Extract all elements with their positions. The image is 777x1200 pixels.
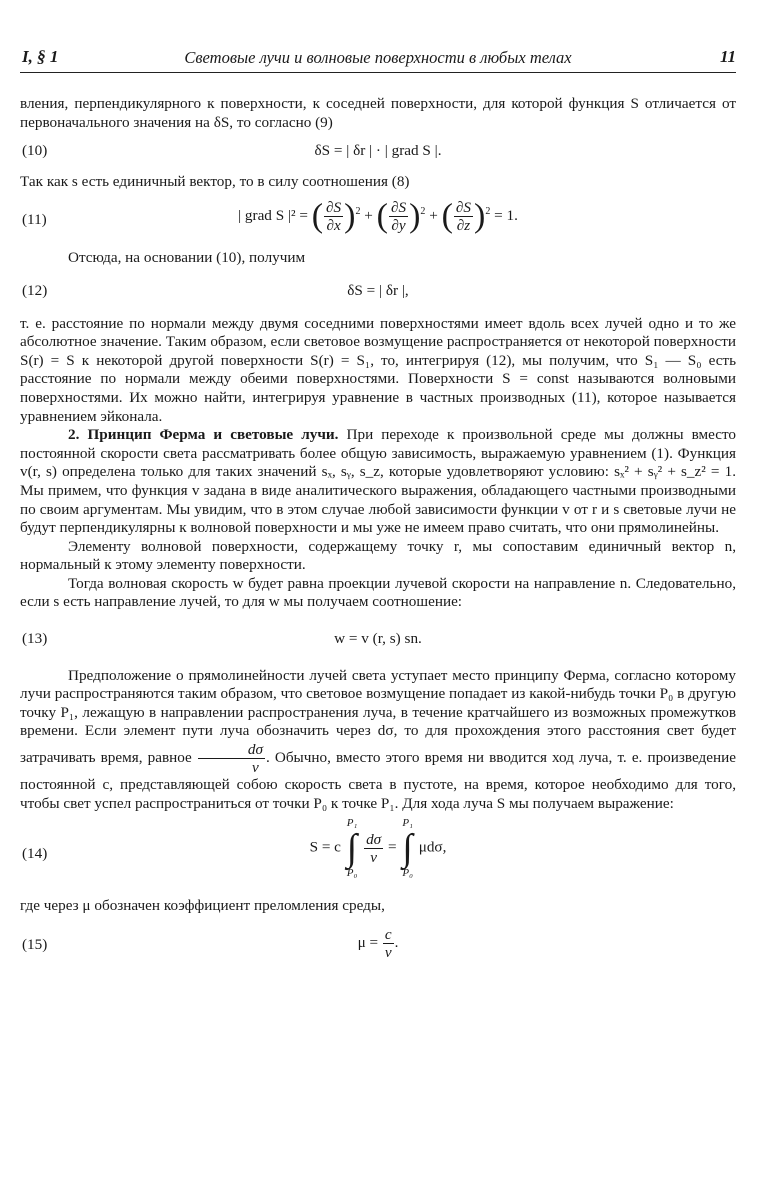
equation-lhs: μ = <box>357 933 379 951</box>
fraction: $\frac{\partial S}{\partial y}$ <box>390 199 407 235</box>
equation-number: (10) <box>22 142 48 160</box>
running-title: Световые лучи и волновые поверхности в любых телах <box>184 48 572 67</box>
equation-lhs: | grad S |² = <box>238 207 308 225</box>
paragraph-3: Отсюда, на основании (10), получим <box>68 249 306 267</box>
equation-body: δS = | δr |, <box>347 281 409 299</box>
paragraph-2: Так как s есть единичный вектор, то в силу соотношения (8) <box>20 172 410 190</box>
paragraph-5: 2. Принцип Ферма и световые лучи. При переходе к произвольной среде мы должны вместо постоянной скорости света рассматривать более общую зависимость, выражаемую уравнением (1). Функция v(r, s) определена только для таких значений sₓ, sᵧ, s_z, которые удовлетворяют условию: sₓ² + sᵧ² + s_z² = 1. Мы примем, что функция v задана в виде аналитического выражения, обладающего частными производными по своим аргументам. Мы увидим, что в этом случае любой зависимости функции v от r и s световые лучи не будут перпендикулярны к волновой поверхности и мы уже не имеем право считать, что они прямолинейны. <box>20 426 736 537</box>
fraction: $\frac{d\sigma}{v}$ <box>366 830 382 866</box>
fraction: $\frac{c}{v}$ <box>384 925 392 961</box>
fraction: $\frac{\partial S}{\partial x}$ <box>326 199 342 235</box>
equation-lhs: S = c <box>309 838 341 856</box>
page-number: 11 <box>719 47 736 66</box>
paragraph-9: где через μ обозначен коэффициент преломления среды, <box>20 897 385 915</box>
paragraph-6: Элементу волновой поверхности, содержащему точку r, мы сопоставим единичный вектор n, нормальный к этому элементу поверхности. <box>20 537 736 574</box>
equation-rhs: = 1. <box>494 207 518 225</box>
equation-body: S = c P₁ ∫ P₀ $\frac{d\sigma}{v}$ = P₁ ∫ P₀ μdσ, <box>309 817 447 880</box>
equation-11 <box>20 197 736 243</box>
equation-body: | grad S |² = ( $\frac{\partial S}{\partial x}$ )$^2$ + ( $\frac{\partial S}{\partial y}$ )$^2$ + ( $\frac{\partial S}{\partial z}$ )$^2$ = 1. <box>238 197 518 235</box>
section-ref: I, § 1 <box>22 47 59 66</box>
equation-rhs: μdσ, <box>418 838 447 856</box>
paragraph-7: Тогда волновая скорость w будет равна проекции лучевой скорости на направление n. Следовательно, если s есть направление лучей, то для w мы получаем соотношение: <box>20 574 736 611</box>
equation-number: (12) <box>22 281 48 299</box>
equation-number: (14) <box>22 845 48 863</box>
equation-number: (13) <box>22 630 48 648</box>
inline-fraction: $\frac{d\sigma}{v}$ <box>198 741 265 776</box>
paragraph-8: Предположение о прямолинейности лучей света уступает место принципу Ферма, согласно которому лучи распространяются таким образом, что световое возмущение попадает из какой-нибудь точки P₀ в другую точку P₁, лежащую в направлении распространения луча, в течение кратчайшего из возможных промежутков времени. Если элемент пути луча обозначить через dσ, то для прохождения этого расстояния свет будет затрачивать время, равное $\frac{d\sigma}{v}$ . Обычно, вместо этого время ни вводится ход луча, т. е. произведение постоянной c, представляющей собою скорость света в пустоте, на время, которое необходимо для того, чтобы свет успел распространиться от точки P₀ к точке P₁. Для хода луча S мы получаем выражение: <box>20 666 736 812</box>
fraction: $\frac{\partial S}{\partial z}$ <box>455 199 472 235</box>
integral-sign: P₁ ∫ P₀ <box>402 817 413 880</box>
equation-14 <box>20 817 736 893</box>
equation-number: (11) <box>22 211 47 229</box>
running-header <box>20 44 736 73</box>
integral-sign: P₁ ∫ P₀ <box>346 817 358 880</box>
equation-15 <box>20 926 736 966</box>
equation-10 <box>20 142 736 161</box>
equation-body: δS = | δr | · | grad S |. <box>314 142 442 160</box>
paragraph-4: т. е. расстояние по нормали между двумя соседними поверхностями имеет вдоль всех лучей одно и то же абсолютное значение. Таким образом, если световое возмущение распространяется от некоторой поверхности S(r) = S к некоторой другой поверхности S(r) = S₁, то, интегрируя (12), мы получим, что S₁ — S₀ есть расстояние по нормали между обеими поверхностями. Поверхности S = const называются волновыми поверхностями. Их можно найти, интегрируя уравнение в частных производных (11), которое называется уравнением эйконала. <box>20 314 736 425</box>
section-heading: 2. Принцип Ферма и световые лучи. <box>68 426 339 444</box>
equation-body: w = v (r, s) sn. <box>334 630 422 648</box>
equation-12 <box>20 282 736 301</box>
equation-body: μ = $\frac{c}{v}$ . <box>357 925 399 961</box>
page-body <box>20 73 736 966</box>
equation-number: (15) <box>22 935 48 953</box>
page <box>20 44 736 966</box>
equation-13 <box>20 630 736 649</box>
paragraph-1: вления, перпендикулярного к поверхности, к соседней поверхности, для которой функция S отличается от первоначального значения на δS, то согласно (9) <box>20 95 736 131</box>
